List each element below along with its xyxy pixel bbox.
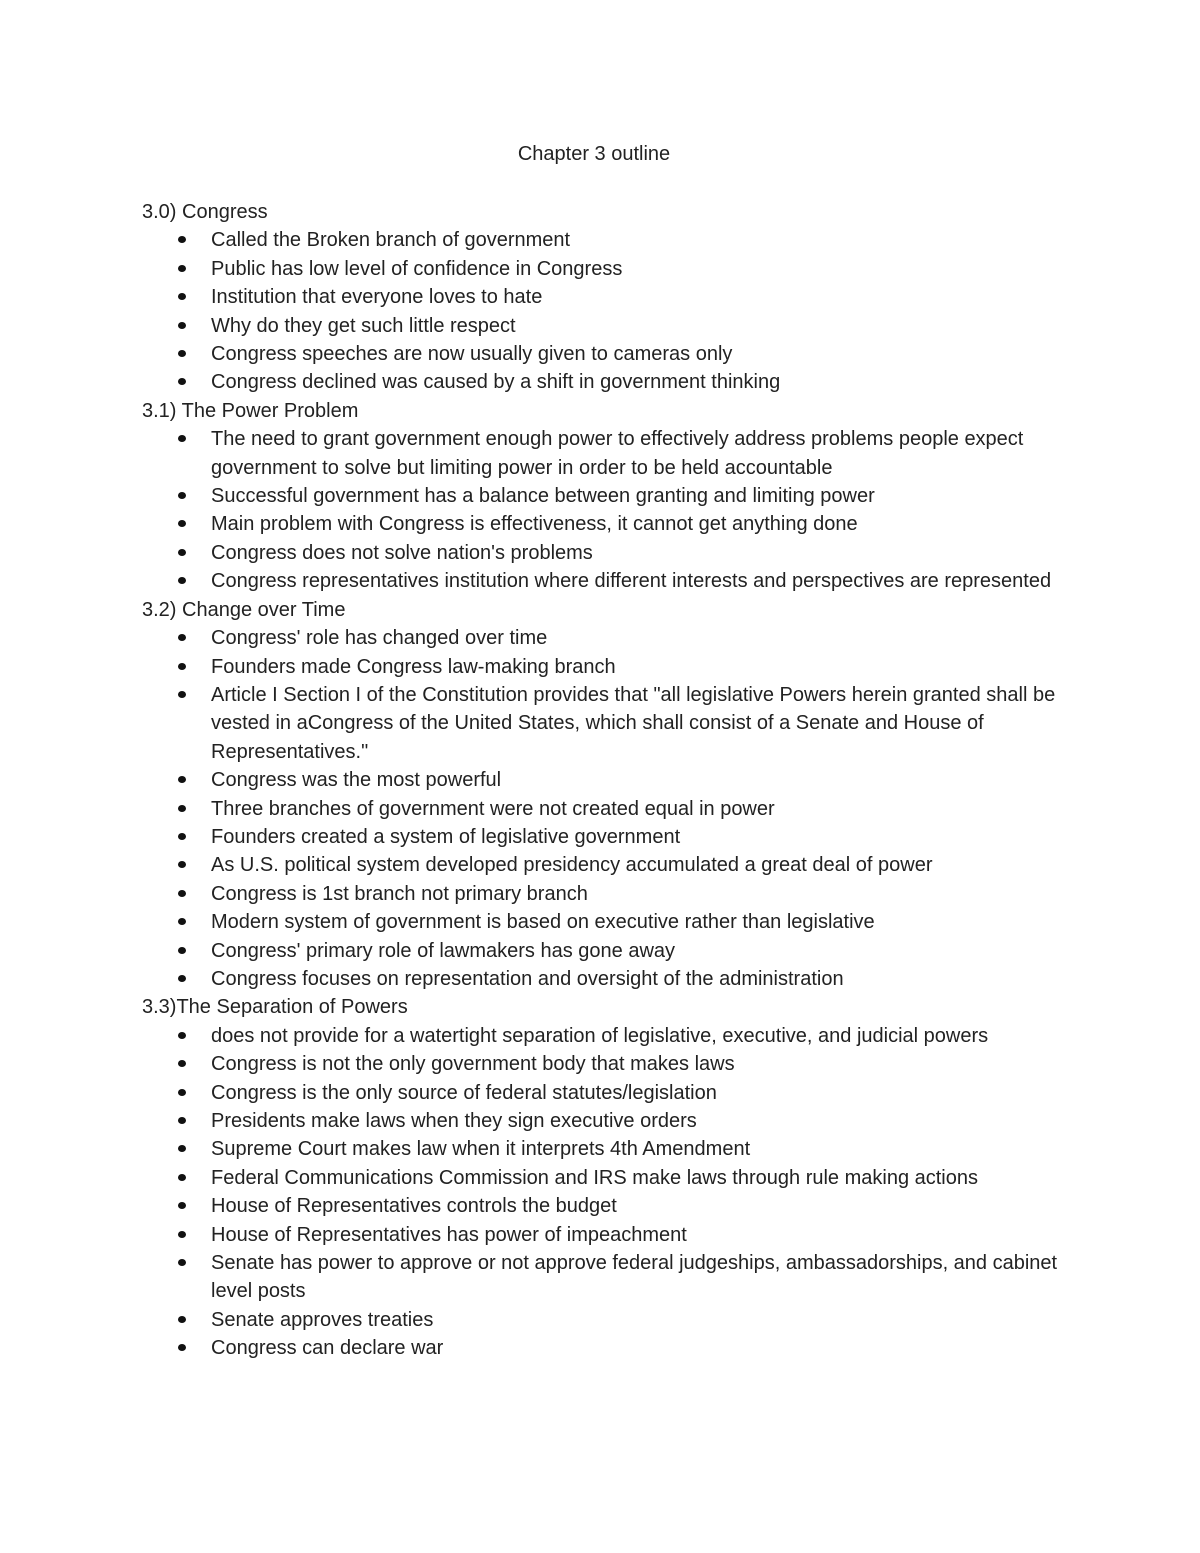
list-item [142, 283, 1062, 311]
list-item-text: Article I Section I of the Constitution provides that "all legislative Powers herein granted shall be vested in aCongress of the United States, which shall consist of a Senate and House of Representatives." [211, 683, 1056, 763]
list-item-text: Modern system of government is based on executive rather than legislative [211, 911, 875, 934]
bullet-icon [178, 1032, 186, 1039]
list-item [142, 1334, 1062, 1362]
bullet-icon [178, 1145, 186, 1152]
bullet-list [142, 624, 1062, 993]
list-item [142, 1050, 1062, 1078]
list-item-text: Congress declined was caused by a shift in government thinking [211, 371, 781, 394]
bullet-icon [178, 577, 186, 584]
list-item-text: Congress' primary role of lawmakers has gone away [211, 939, 676, 962]
bullet-icon [178, 1202, 186, 1209]
list-item-text: Supreme Court makes law when it interprets 4th Amendment [211, 1138, 751, 1161]
list-item-text: Senate approves treaties [211, 1308, 434, 1331]
list-item-text: Congress' role has changed over time [211, 627, 548, 650]
bullet-icon [178, 833, 186, 840]
section-heading: 3.3)The Separation of Powers [142, 996, 408, 1019]
list-item-text: Congress is not the only government body that makes laws [211, 1053, 735, 1076]
bullet-icon [178, 1117, 186, 1124]
list-item-text: Founders made Congress law-making branch [211, 655, 616, 678]
page-title: Chapter 3 outline [517, 143, 671, 165]
list-item-text: Congress focuses on representation and oversight of the administration [211, 967, 844, 990]
list-item-text: Congress speeches are now usually given to cameras only [211, 343, 733, 366]
bullet-icon [178, 293, 186, 300]
bullet-icon [178, 1344, 186, 1351]
list-item [142, 681, 1062, 766]
list-item-text: Institution that everyone loves to hate [211, 286, 543, 309]
list-item [142, 539, 1062, 567]
list-item [142, 510, 1062, 538]
list-item-text: As U.S. political system developed presidency accumulated a great deal of power [211, 854, 933, 877]
bullet-icon [178, 1316, 186, 1323]
list-item [142, 908, 1062, 936]
bullet-icon [178, 350, 186, 357]
list-item-text: Successful government has a balance between granting and limiting power [211, 485, 875, 508]
bullet-icon [178, 549, 186, 556]
list-item [142, 1249, 1062, 1306]
list-item [142, 425, 1062, 482]
list-item-text: Congress representatives institution where different interests and perspectives are represented [211, 570, 1052, 593]
list-item [142, 340, 1062, 368]
list-item [142, 1221, 1062, 1249]
list-item [142, 880, 1062, 908]
list-item [142, 368, 1062, 396]
bullet-icon [178, 520, 186, 527]
list-item [142, 1164, 1062, 1192]
list-item [142, 823, 1062, 851]
list-item [142, 312, 1062, 340]
bullet-icon [178, 1060, 186, 1067]
list-item-text: Founders created a system of legislative government [211, 825, 681, 848]
list-item-text: Main problem with Congress is effectiveness, it cannot get anything done [211, 513, 858, 536]
bullet-icon [178, 947, 186, 954]
list-item [142, 1306, 1062, 1334]
list-item [142, 795, 1062, 823]
bullet-icon [178, 1259, 186, 1266]
list-item [142, 255, 1062, 283]
section-change-over-time [142, 596, 1062, 994]
bullet-icon [178, 634, 186, 641]
bullet-list [142, 425, 1062, 595]
list-item-text: Three branches of government were not created equal in power [211, 797, 775, 820]
list-item-text: does not provide for a watertight separation of legislative, executive, and judicial powers [211, 1024, 989, 1047]
list-item-text: Federal Communications Commission and IRS make laws through rule making actions [211, 1166, 978, 1189]
bullet-icon [178, 236, 186, 243]
list-item [142, 1022, 1062, 1050]
section-heading: 3.1) The Power Problem [142, 399, 359, 422]
section-heading: 3.2) Change over Time [142, 598, 346, 621]
bullet-list [142, 1022, 1062, 1363]
bullet-icon [178, 663, 186, 670]
list-item [142, 1192, 1062, 1220]
section-heading: 3.0) Congress [142, 201, 268, 223]
list-item [142, 226, 1062, 254]
bullet-icon [178, 1174, 186, 1181]
section-power-problem [142, 397, 1062, 596]
section-congress [142, 198, 1062, 397]
bullet-icon [178, 1231, 186, 1238]
list-item-text: Congress does not solve nation's problems [211, 541, 593, 564]
list-item [142, 624, 1062, 652]
list-item-text: Public has low level of confidence in Congress [211, 257, 623, 280]
bullet-icon [178, 435, 186, 442]
list-item [142, 937, 1062, 965]
list-item [142, 766, 1062, 794]
list-item [142, 1135, 1062, 1163]
bullet-icon [178, 378, 186, 385]
bullet-icon [178, 918, 186, 925]
bullet-icon [178, 265, 186, 272]
list-item-text: Congress can declare war [211, 1337, 444, 1360]
list-item [142, 1107, 1062, 1135]
outline [142, 198, 1062, 1363]
list-item [142, 965, 1062, 993]
list-item-text: Congress is the only source of federal statutes/legislation [211, 1081, 717, 1104]
list-item [142, 1079, 1062, 1107]
list-item [142, 653, 1062, 681]
list-item [142, 851, 1062, 879]
list-item-text: Presidents make laws when they sign executive orders [211, 1110, 697, 1132]
list-item-text: Congress is 1st branch not primary branch [211, 882, 588, 905]
list-item-text: Congress was the most powerful [211, 769, 502, 792]
list-item-text: House of Representatives controls the budget [211, 1195, 617, 1218]
bullet-icon [178, 975, 186, 982]
list-item-text: Senate has power to approve or not approve federal judgeships, ambassadorships, and cabinet level posts [211, 1252, 1058, 1303]
bullet-icon [178, 861, 186, 868]
section-separation-of-powers [142, 993, 1062, 1362]
bullet-icon [178, 805, 186, 812]
bullet-icon [178, 1089, 186, 1096]
bullet-icon [178, 776, 186, 783]
list-item [142, 567, 1062, 595]
bullet-icon [178, 890, 186, 897]
list-item-text: Why do they get such little respect [211, 314, 516, 337]
bullet-icon [178, 322, 186, 329]
bullet-icon [178, 691, 186, 698]
bullet-icon [178, 492, 186, 499]
list-item-text: House of Representatives has power of impeachment [211, 1223, 687, 1246]
list-item-text: The need to grant government enough power to effectively address problems people expect government to solve but limiting power in order to be held accountable [211, 428, 1024, 479]
list-item [142, 482, 1062, 510]
list-item-text: Called the Broken branch of government [211, 229, 571, 252]
bullet-list [142, 226, 1062, 396]
